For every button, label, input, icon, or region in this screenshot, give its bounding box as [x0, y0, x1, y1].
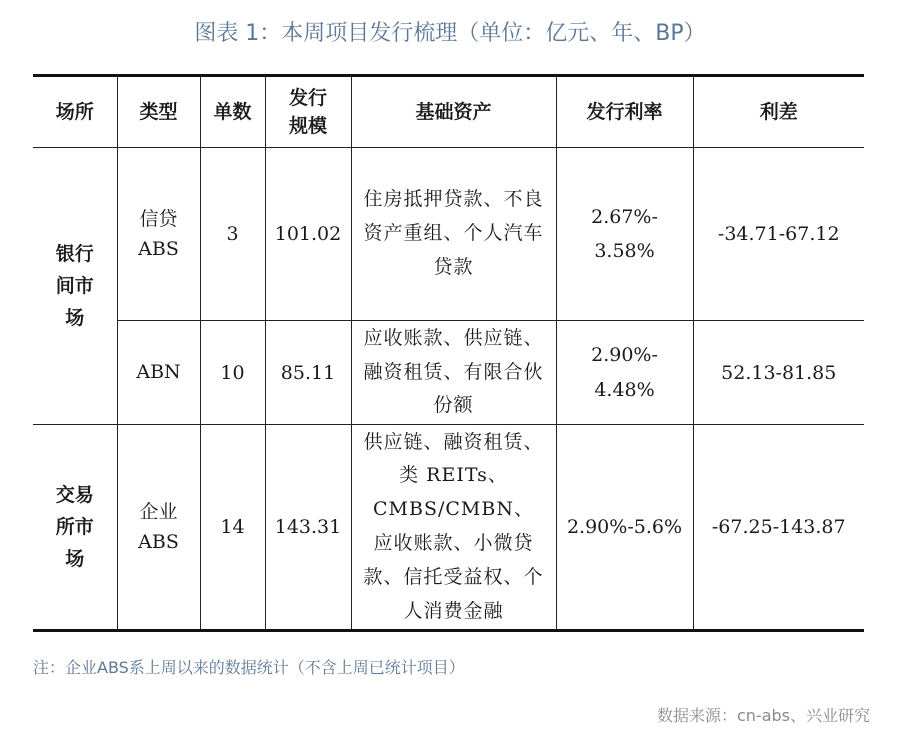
- type-cell: ABN: [117, 321, 200, 425]
- rate-cell: 2.90%-5.6%: [556, 425, 693, 631]
- spread-cell: 52.13-81.85: [693, 321, 864, 425]
- venue-line: 所市: [55, 515, 94, 538]
- venue-line: 场: [65, 548, 85, 571]
- table-row: [33, 148, 864, 321]
- rate-line: 4.48%: [594, 378, 655, 401]
- count-cell: 10: [200, 321, 265, 425]
- issuance-table: [33, 74, 864, 632]
- header-scale: [265, 76, 351, 148]
- data-source: 数据来源：cn-abs、兴业研究: [656, 706, 870, 725]
- header-rate: 发行利率: [556, 76, 693, 148]
- type-line: ABS: [138, 238, 179, 260]
- scale-cell: 101.02: [265, 148, 351, 321]
- scale-cell: 143.31: [265, 425, 351, 631]
- spread-cell: -34.71-67.12: [693, 148, 864, 321]
- assets-text: 住房抵押贷款、不良资产重组、个人汽车贷款: [363, 188, 544, 278]
- type-cell: [117, 148, 200, 321]
- assets-cell: [351, 425, 556, 631]
- venue-line: 银行: [55, 242, 94, 265]
- header-assets: 基础资产: [351, 76, 556, 148]
- table-row: [33, 425, 864, 631]
- venue-cell: [33, 425, 117, 631]
- header-type: 类型: [117, 76, 200, 148]
- venue-line: 交易: [55, 483, 94, 506]
- header-venue: 场所: [33, 76, 117, 148]
- header-spread: 利差: [693, 76, 864, 148]
- scale-cell: 85.11: [265, 321, 351, 425]
- venue-line: 场: [65, 307, 85, 330]
- type-cell: [117, 425, 200, 631]
- rate-cell: [556, 321, 693, 425]
- venue-line: 间市: [55, 274, 94, 297]
- table-row: [33, 321, 864, 425]
- assets-cell: [351, 148, 556, 321]
- type-line: 信贷: [139, 207, 178, 230]
- figure-title: 图表 1：本周项目发行梳理（单位：亿元、年、BP）: [194, 21, 706, 46]
- rate-line: 2.90%-: [591, 344, 658, 367]
- header-scale-line1: 发行: [288, 86, 327, 109]
- spread-cell: -67.25-143.87: [693, 425, 864, 631]
- rate-cell: [556, 148, 693, 321]
- rate-line: 3.58%: [594, 240, 655, 262]
- header-scale-line2: 规模: [288, 115, 327, 137]
- venue-cell: [33, 148, 117, 425]
- header-row: [33, 76, 864, 148]
- count-cell: 3: [200, 148, 265, 321]
- assets-cell: [351, 321, 556, 425]
- table-note: 注：企业ABS系上周以来的数据统计（不含上周已统计项目）: [33, 658, 465, 677]
- count-cell: 14: [200, 425, 265, 631]
- type-line: ABS: [138, 531, 179, 553]
- assets-text: 供应链、融资租赁、类 REITs、CMBS/CMBN、应收账款、小微贷款、信托受益权、个人消费金融: [363, 430, 544, 622]
- assets-text: 应收账款、供应链、融资租赁、有限合伙份额: [363, 326, 544, 417]
- rate-line: 2.67%-: [591, 205, 658, 228]
- header-count: 单数: [200, 76, 265, 148]
- type-line: 企业: [139, 500, 178, 523]
